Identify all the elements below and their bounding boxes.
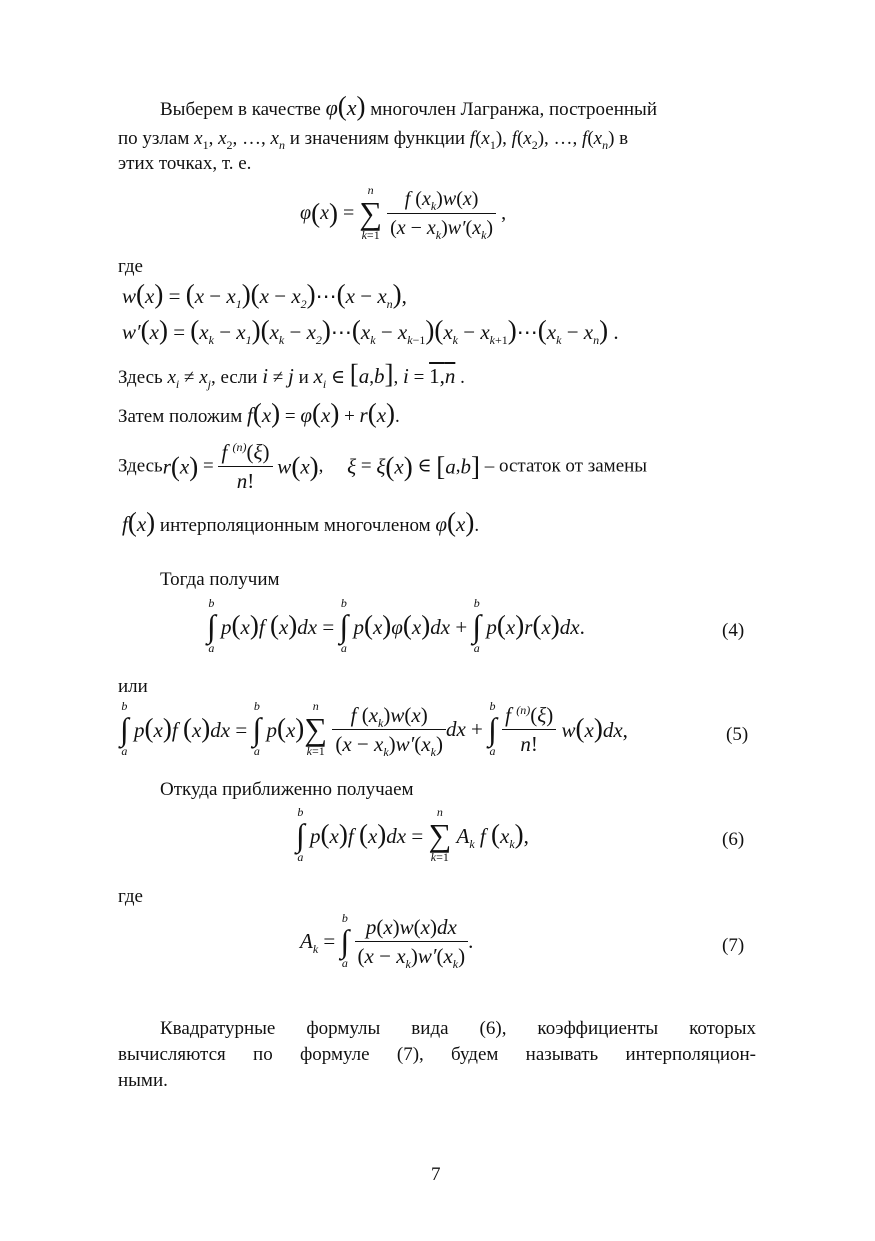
paragraph-line-2: по узлам $x_1$, $x_2$, …, $x_n$ и значениям функции $f(x_1)$, $f(x_2)$, …, $f(x_n)$ в: [118, 128, 629, 152]
text-fragment: по узлам: [118, 128, 190, 149]
text-fragment: , если: [210, 367, 258, 388]
closing-line-1: Квадратурные формулы вида (6), коэффициенты которых: [160, 1018, 756, 1039]
equation-number-7: (7): [722, 935, 745, 956]
remainder-line-2: f(x) интерполяционным многочленом φ(x).: [122, 507, 480, 537]
formula-w-prime: $w'(x) = (x_k - x_1)(x_k$ − $x_2)\cdots(x_k - x_{k-1})(x_k$ − $x_{k+1})\cdots(x_k - x_n)$ .: [122, 315, 619, 348]
text-fragment: интерполяционным многочленом: [159, 515, 431, 536]
closing-line-2: вычисляются по формуле (7), будем называть интерполяцион-: [118, 1044, 756, 1065]
equation-number-5: (5): [726, 724, 749, 745]
text-fragment: и значениям функции: [289, 128, 466, 149]
formula-w: $w(x) = (x - x_1)(x$ − $x_2)\cdots(x - x_n)$,: [122, 279, 407, 312]
text-fragment: и: [298, 367, 309, 388]
label-gde-1: где: [118, 256, 143, 277]
page-number: 7: [431, 1164, 441, 1185]
text-fragment: Затем положим: [118, 406, 243, 427]
formula-eq5: b ∫ a p(x)f (x)dx = b ∫ a p(x) n ∑ k=1 $\frac{f (x_k)w(x)}{(x - x_k)w'(x_k)}$ dx + b ∫ a $\frac{f ^{(n)}(\xi)}{n!}$ w(x)dx,: [120, 699, 628, 759]
closing-line-3: ными.: [118, 1070, 168, 1091]
formula-eq4: b ∫ a p(x)f (x)dx = b ∫ a p(x)φ(x)dx + b ∫ a p(x)r(x)dx.: [207, 596, 585, 655]
label-togda: Тогда получим: [160, 569, 280, 590]
remainder-line: Здесьr(x) = $\frac{f ^{(n)}(\xi)}{n!}$ w(x), ξ = ξ(x) ∈ [a,b] – остаток от замены: [118, 440, 648, 493]
text-fragment: Здесь: [118, 455, 163, 477]
text-fragment: – остаток от замены: [484, 455, 648, 477]
formula-eq7: $A_k$ = b ∫ a $\frac{p(x)w(x)dx}{(x - x_k)w'(x_k)}$ .: [300, 911, 474, 971]
paragraph-line-3: этих точках, т. е.: [118, 153, 252, 174]
paragraph-line-1: Выберем в качестве φ(x) многочлен Лагранжа, построенный: [160, 91, 657, 121]
text-fragment: многочлен Лагранжа, построенный: [370, 99, 657, 120]
then-line: Затем положим f(x) = φ(x) + r(x).: [118, 398, 400, 428]
label-ili: или: [118, 676, 148, 697]
label-otkuda: Откуда приближенно получаем: [160, 779, 414, 800]
label-gde-2: где: [118, 886, 143, 907]
text-fragment: Здесь: [118, 367, 163, 388]
condition-line: Здесь $x_i \ne x_j$, если i ≠ j и $x_i$ ∈ [a,b], i = 1,n .: [118, 359, 465, 392]
formula-eq6: b ∫ a p(x)f (x)dx = n ∑ k=1 $A_k$ f $(x_k)$,: [296, 805, 529, 864]
text-fragment: в: [619, 128, 629, 149]
text-fragment: Выберем в качестве: [160, 99, 321, 120]
equation-number-4: (4): [722, 620, 745, 641]
formula-phi-lagrange: φ(x) = n ∑ k=1 $\frac{f (x_k)w(x)}{(x - x_k)w'(x_k)}$ ,: [300, 183, 507, 242]
equation-number-6: (6): [722, 829, 745, 850]
